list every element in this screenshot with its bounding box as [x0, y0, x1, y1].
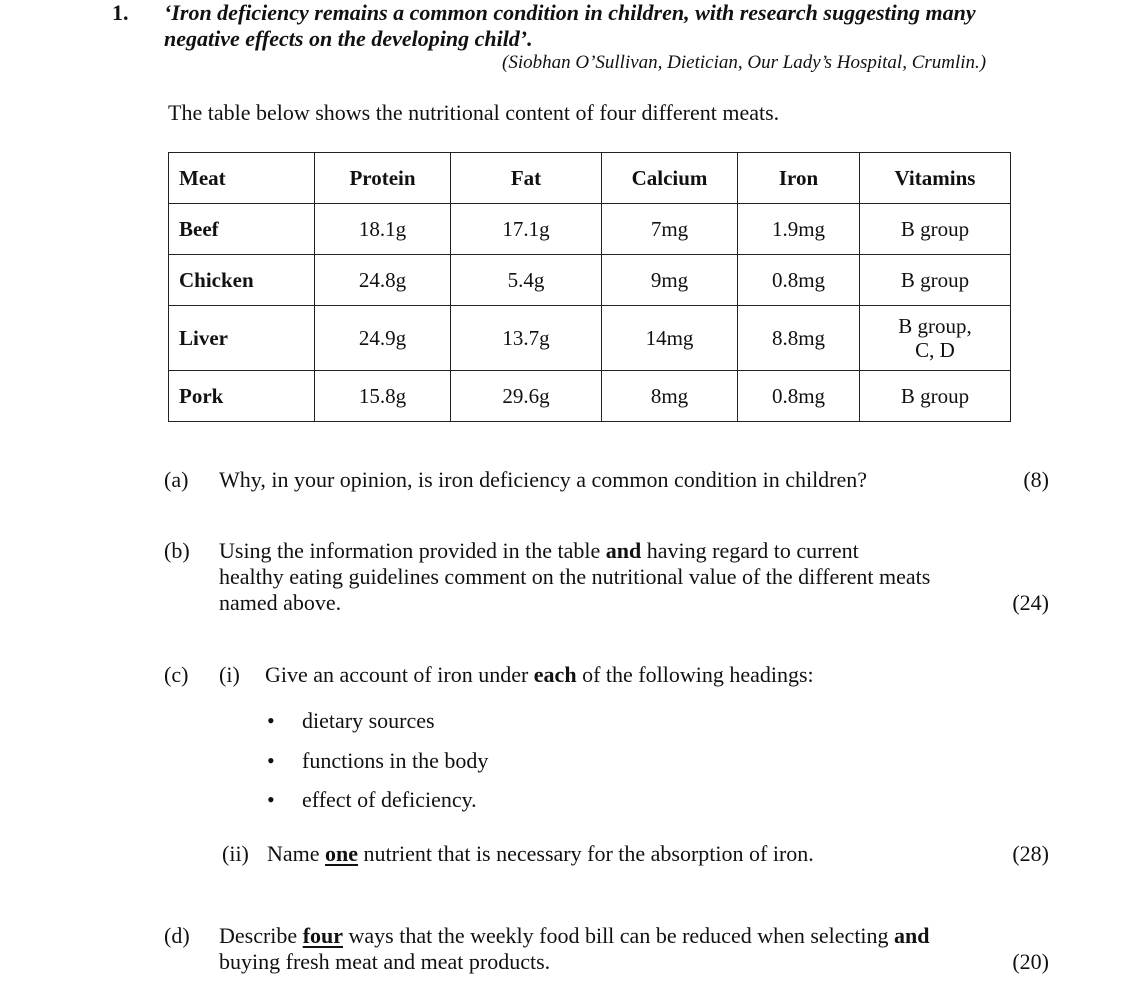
cell-iron: 0.8mg	[738, 371, 860, 422]
cell-calcium: 7mg	[602, 204, 738, 255]
part-b-line-1-post: having regard to current	[641, 538, 859, 563]
cell-iron: 8.8mg	[738, 306, 860, 371]
cell-meat: Chicken	[169, 255, 315, 306]
part-b-line-1-pre: Using the information provided in the table	[219, 538, 606, 563]
part-a-text: Why, in your opinion, is iron deficiency a common condition in children?	[219, 467, 868, 492]
nutrition-table	[168, 152, 1011, 422]
part-a-marks: (8)	[1023, 467, 1049, 492]
cell-calcium: 14mg	[602, 306, 738, 371]
cell-iron: 0.8mg	[738, 255, 860, 306]
header-protein: Protein	[315, 153, 451, 204]
part-c-ii-text	[267, 841, 814, 867]
table-row	[169, 255, 1011, 306]
header-fat: Fat	[451, 153, 602, 204]
cell-fat: 29.6g	[451, 371, 602, 422]
part-c-i-pre: Give an account of iron under	[265, 662, 534, 687]
cell-calcium: 9mg	[602, 255, 738, 306]
cell-meat: Liver	[169, 306, 315, 371]
cell-fat: 5.4g	[451, 255, 602, 306]
part-d-line-1-pre: Describe	[219, 923, 303, 948]
cell-protein: 24.9g	[315, 306, 451, 371]
quote-source: (Siobhan O’Sullivan, Dietician, Our Lady’s Hospital, Crumlin.)	[502, 52, 987, 73]
bullet-icon: •	[267, 787, 275, 812]
cell-protein: 15.8g	[315, 371, 451, 422]
bullet-icon: •	[267, 708, 275, 733]
header-iron: Iron	[738, 153, 860, 204]
cell-meat: Beef	[169, 204, 315, 255]
part-d-label: (d)	[164, 923, 190, 948]
part-d-marks: (20)	[1012, 949, 1049, 974]
part-c-ii-label: (ii)	[222, 841, 249, 866]
cell-vitamins: B group	[860, 371, 1011, 422]
part-b-line-3: named above.	[219, 590, 342, 615]
quote-line-2: negative effects on the developing child’.	[164, 26, 533, 51]
part-b-text	[219, 538, 999, 616]
part-a-label: (a)	[164, 467, 189, 492]
part-c-label: (c)	[164, 662, 189, 687]
header-vitamins: Vitamins	[860, 153, 1011, 204]
part-c-i-post: of the following headings:	[576, 662, 814, 687]
part-c-i-text	[265, 662, 814, 688]
header-meat: Meat	[169, 153, 315, 204]
header-calcium: Calcium	[602, 153, 738, 204]
part-b-marks: (24)	[1012, 590, 1049, 615]
part-c-ii-pre: Name	[267, 841, 326, 866]
part-c-ii-post: nutrient that is necessary for the absorption of iron.	[358, 841, 814, 866]
cell-calcium: 8mg	[602, 371, 738, 422]
table-header-row	[169, 153, 1011, 204]
quote-line-1: ‘Iron deficiency remains a common condition in children, with research suggesting many	[164, 0, 976, 25]
cell-fat: 13.7g	[451, 306, 602, 371]
part-c-i-label: (i)	[219, 662, 240, 687]
part-d-bold-four: four	[302, 923, 344, 948]
cell-protein: 18.1g	[315, 204, 451, 255]
question-number: 1.	[112, 0, 129, 25]
cell-vitamins-line-1: B group,	[898, 314, 972, 338]
part-b-label: (b)	[164, 538, 190, 563]
cell-vitamins: B group	[860, 255, 1011, 306]
part-c-ii-bold-one: one	[325, 841, 359, 866]
cell-fat: 17.1g	[451, 204, 602, 255]
question-quote	[164, 0, 1044, 52]
part-b-bold-and: and	[605, 538, 642, 563]
part-d-text	[219, 923, 1009, 975]
part-d-line-2: buying fresh meat and meat products.	[219, 949, 551, 974]
bullet-item: dietary sources	[302, 708, 435, 733]
table-row	[169, 204, 1011, 255]
cell-meat: Pork	[169, 371, 315, 422]
cell-vitamins	[860, 306, 1011, 371]
cell-vitamins: B group	[860, 204, 1011, 255]
table-row	[169, 371, 1011, 422]
part-d-bold-and: and	[894, 923, 930, 948]
bullet-icon: •	[267, 748, 275, 773]
bullet-item: effect of deficiency.	[302, 787, 477, 812]
table-row	[169, 306, 1011, 371]
part-b-line-2: healthy eating guidelines comment on the nutritional value of the different meats	[219, 564, 931, 589]
part-c-marks: (28)	[1012, 841, 1049, 866]
bullet-item: functions in the body	[302, 748, 489, 773]
cell-vitamins-line-2: C, D	[915, 338, 955, 362]
part-d-line-1	[219, 923, 1009, 949]
cell-protein: 24.8g	[315, 255, 451, 306]
part-c-i-bold-each: each	[533, 662, 577, 687]
part-d-line-1-mid: ways that the weekly food bill can be reduced when selecting	[343, 923, 895, 948]
part-b-line-1	[219, 538, 999, 564]
cell-iron: 1.9mg	[738, 204, 860, 255]
table-intro: The table below shows the nutritional content of four different meats.	[168, 100, 780, 125]
